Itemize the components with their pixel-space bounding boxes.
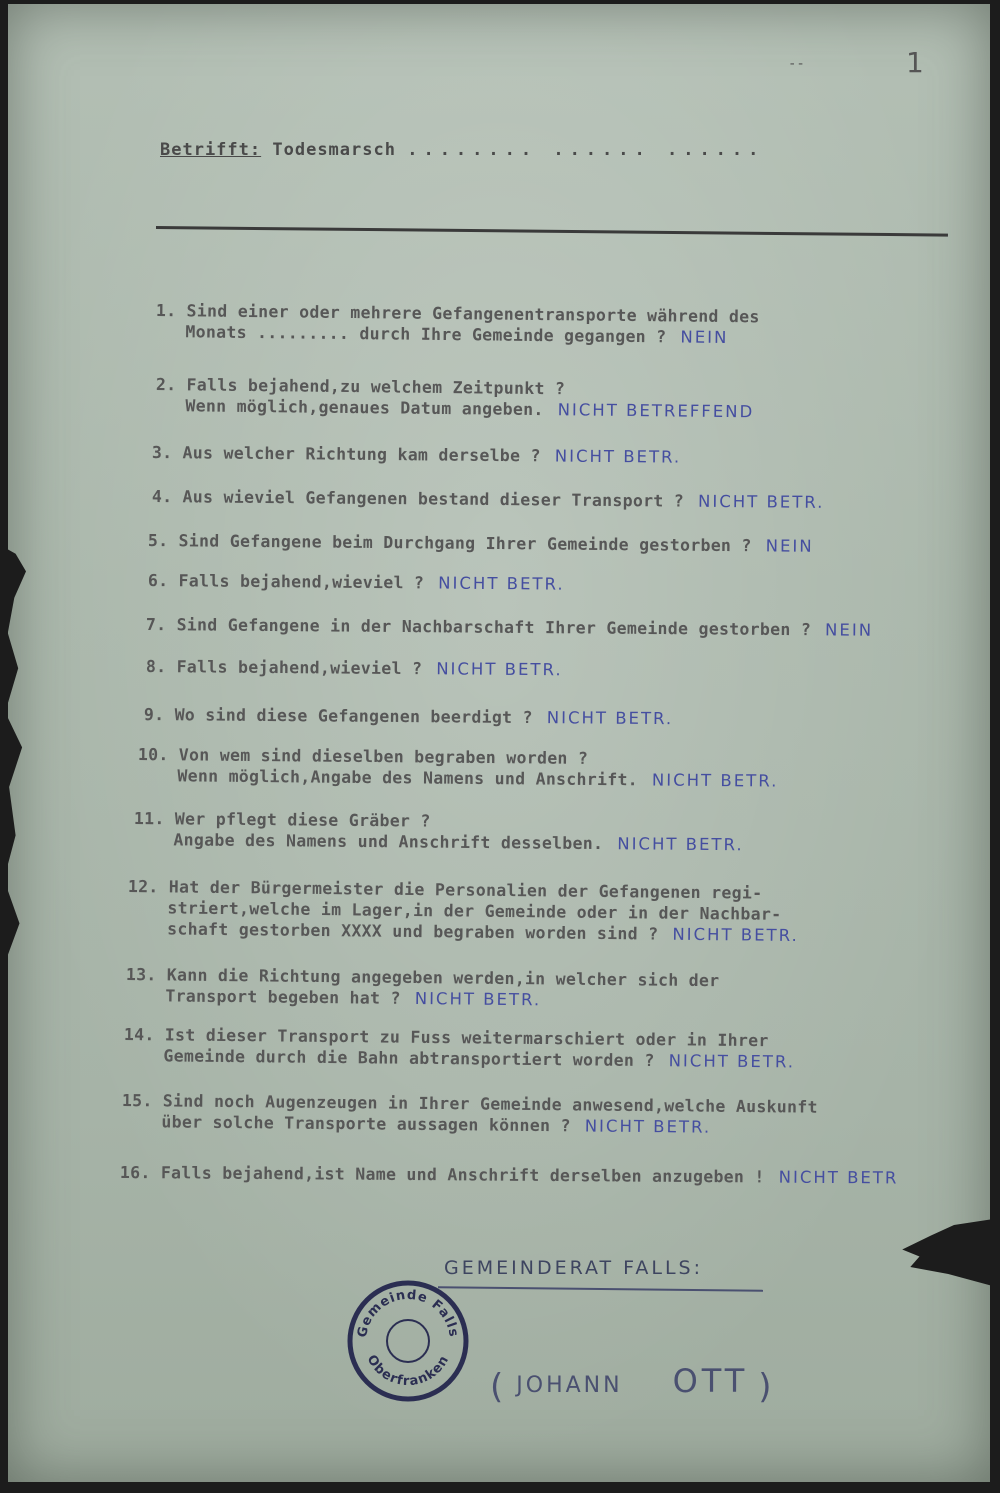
question-text: Aus welcher Richtung kam derselbe ? — [182, 443, 541, 466]
handwritten-answer: NICHT BETR. — [697, 491, 825, 512]
signature-first-name: JOHANN — [516, 1373, 623, 1398]
question-line — [146, 656, 563, 680]
question-line — [148, 530, 814, 557]
signature-name — [490, 1362, 775, 1407]
handwritten-answer: NICHT BETR. — [651, 770, 779, 791]
handwritten-answer: NICHT BETR. — [436, 659, 563, 680]
question-text: Falls bejahend,ist Name und Anschrift derselben anzugeben ! — [160, 1163, 765, 1187]
document-page — [8, 4, 990, 1482]
handwritten-answer: NICHT BETR. — [668, 1051, 796, 1072]
stamp-bottom-text: Oberfranken — [363, 1352, 453, 1390]
question-text: Wenn möglich,genaues Datum angeben. — [185, 396, 544, 420]
handwritten-answer: NICHT BETR. — [617, 834, 744, 855]
question-7 — [146, 614, 873, 641]
question-text: Von wem sind dieselben begraben worden ? — [178, 745, 589, 768]
question-4 — [152, 486, 825, 513]
question-number: 1. — [155, 300, 177, 321]
svg-text:Oberfranken — [364, 1353, 453, 1390]
question-number: 10. — [137, 744, 169, 765]
question-text: Sind einer oder mehrere Gefangenentransporte während des — [186, 301, 760, 327]
subject-line — [160, 140, 764, 160]
question-text: Wer pflegt diese Gräber ? — [174, 809, 431, 831]
signature-label: GEMEINDERAT FALLS: — [444, 1257, 703, 1279]
question-line — [152, 442, 681, 468]
municipal-stamp — [346, 1279, 470, 1403]
question-number: 6. — [147, 570, 169, 591]
page-mark: -- — [788, 56, 805, 72]
question-text: Ist dieser Transport zu Fuss weitermarschiert oder in Ihrer — [164, 1025, 769, 1051]
question-text: Aus wieviel Gefangenen bestand dieser Transport ? — [182, 487, 685, 511]
question-number: 12. — [127, 876, 159, 897]
question-text: Falls bejahend,wieviel ? — [178, 571, 425, 593]
question-text: Sind Gefangene in der Nachbarschaft Ihrer Gemeinde gestorben ? — [176, 615, 812, 640]
signature-underline — [438, 1286, 763, 1291]
handwritten-answer: NICHT BETR — [778, 1167, 899, 1188]
question-6 — [148, 570, 565, 595]
question-line — [152, 486, 825, 513]
signature-open-paren: ( — [490, 1367, 507, 1407]
question-number: 4. — [151, 486, 173, 507]
page-number: 1 — [906, 46, 924, 79]
question-16 — [120, 1162, 899, 1188]
subject-text: Todesmarsch — [272, 140, 396, 160]
question-number: 7. — [145, 614, 167, 635]
question-10 — [138, 744, 779, 792]
handwritten-answer: NICHT BETR. — [672, 924, 799, 946]
question-13 — [126, 964, 720, 1012]
question-number: 13. — [125, 964, 157, 985]
header-rule — [156, 226, 948, 237]
question-text: Falls bejahend,wieviel ? — [176, 657, 423, 679]
handwritten-answer: NEIN — [825, 620, 874, 640]
handwritten-answer: NICHT BETR. — [584, 1116, 712, 1137]
subject-label: Betrifft: — [160, 140, 262, 160]
question-text: Sind Gefangene beim Durchgang Ihrer Gemeinde gestorben ? — [178, 531, 752, 556]
handwritten-answer: NICHT BETR. — [438, 573, 565, 594]
question-number: 9. — [143, 704, 165, 725]
question-3 — [152, 442, 681, 468]
question-line — [120, 1162, 899, 1188]
handwritten-answer: NICHT BETREFFEND — [557, 400, 755, 422]
question-line — [148, 570, 565, 595]
question-line — [144, 704, 673, 729]
question-number: 11. — [133, 808, 165, 829]
handwritten-answer: NICHT BETR. — [546, 708, 674, 729]
question-number: 16. — [119, 1163, 151, 1183]
question-text: Wenn möglich,Angabe des Namens und Anschrift. — [177, 766, 639, 790]
question-2 — [156, 374, 755, 422]
question-5 — [148, 530, 814, 557]
question-text: Monats ......... durch Ihre Gemeinde gegangen ? — [185, 322, 667, 347]
question-line — [134, 829, 744, 855]
question-15 — [122, 1090, 818, 1139]
question-text: über solche Transporte aussagen können ? — [161, 1112, 571, 1136]
question-line — [138, 765, 779, 792]
question-text: schaft gestorben XXXX und begraben worden sind ? — [167, 919, 659, 944]
question-8 — [146, 656, 563, 680]
question-14 — [124, 1024, 796, 1072]
signature-last-name: OTT — [672, 1362, 749, 1400]
question-text: Hat der Bürgermeister die Personalien der Gefangenen regi- — [168, 877, 763, 903]
question-number: 3. — [151, 442, 173, 463]
question-text: Transport begeben hat ? — [165, 986, 401, 1008]
handwritten-answer: NEIN — [680, 327, 729, 347]
question-1 — [156, 300, 760, 348]
question-number: 15. — [121, 1091, 153, 1111]
subject-dots: ........ ...... ...... — [407, 140, 765, 160]
question-number: 2. — [155, 374, 177, 395]
question-number: 14. — [123, 1025, 155, 1045]
question-11 — [134, 808, 744, 855]
handwritten-answer: NEIN — [765, 536, 814, 556]
handwritten-answer: NICHT BETR. — [414, 989, 542, 1010]
question-text: striert,welche im Lager,in der Gemeinde oder in der Nachbar- — [167, 898, 782, 924]
question-text: Angabe des Namens und Anschrift desselben. — [173, 830, 604, 854]
stamp-top-text: Gemeinde Falls — [354, 1287, 461, 1339]
question-12 — [127, 876, 799, 946]
question-text: Sind noch Augenzeugen in Ihrer Gemeinde anwesend,welche Auskunft — [162, 1091, 818, 1117]
question-line — [146, 614, 873, 641]
question-9 — [144, 704, 673, 729]
question-text: Wo sind diese Gefangenen beerdigt ? — [174, 705, 533, 728]
question-text: Falls bejahend,zu welchem Zeitpunkt ? — [186, 375, 566, 399]
question-number: 5. — [147, 530, 169, 551]
question-text: Gemeinde durch die Bahn abtransportiert worden ? — [163, 1046, 655, 1071]
question-number: 8. — [145, 656, 167, 677]
signature-close-paren: ) — [758, 1367, 775, 1407]
question-text: Kann die Richtung angegeben werden,in welcher sich der — [166, 965, 720, 991]
handwritten-answer: NICHT BETR. — [554, 446, 682, 467]
